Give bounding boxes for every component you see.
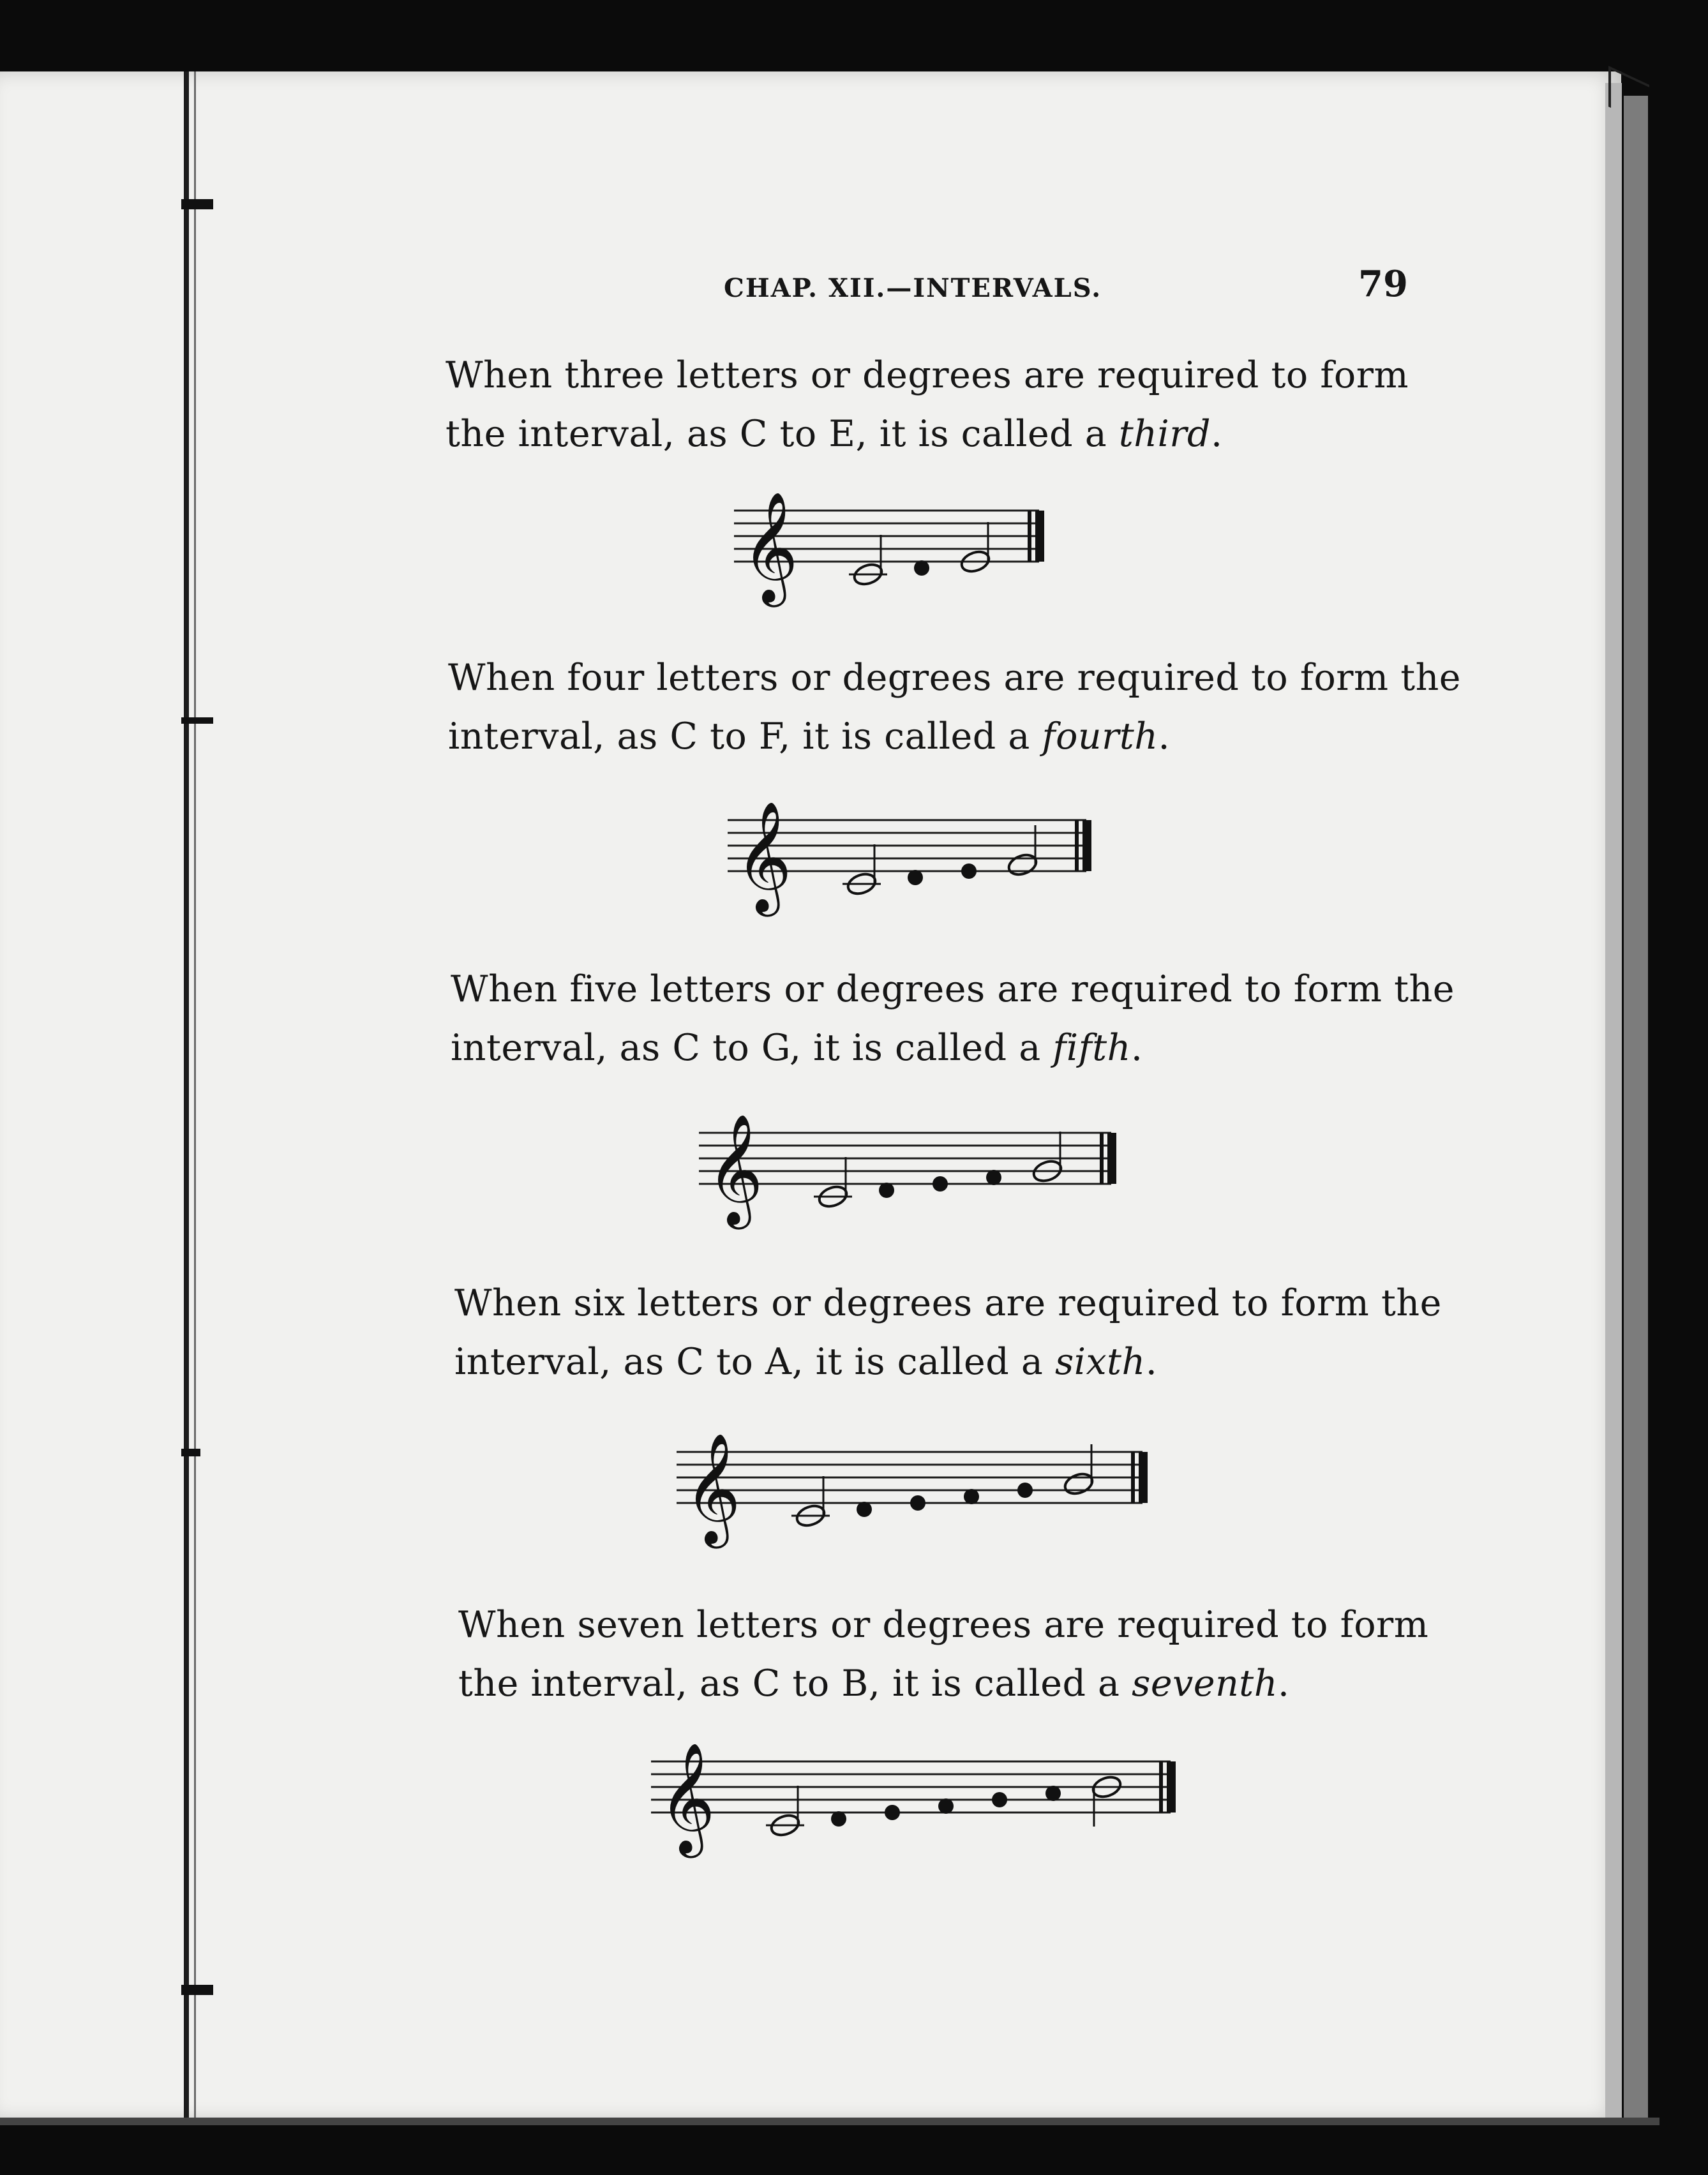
paragraph-line: When six letters or degrees are required to form the <box>454 1282 1442 1324</box>
binding-stitch-mark <box>181 717 213 724</box>
interval-paragraph-fifth <box>451 960 1455 1077</box>
paragraph-line: interval, as C to G, it is called a fifth. <box>451 1027 1143 1069</box>
barline-thick <box>1082 820 1091 871</box>
interval-paragraph-fourth <box>448 648 1461 766</box>
music-example-third <box>728 485 1065 625</box>
note-head <box>831 1811 846 1827</box>
paragraph-line: When seven letters or degrees are required to form <box>458 1604 1429 1646</box>
paragraph-line: interval, as C to A, it is called a sixth. <box>454 1341 1158 1383</box>
half-note-head <box>1063 1470 1095 1497</box>
note-head <box>933 1176 948 1192</box>
note-head <box>857 1502 872 1517</box>
interval-paragraph-sixth <box>454 1274 1442 1391</box>
note-head <box>1017 1483 1033 1498</box>
barline-thin <box>1159 1761 1163 1812</box>
music-example-fifth <box>693 1107 1137 1248</box>
binding-stitch-mark <box>181 199 213 209</box>
note-head <box>910 1495 925 1511</box>
page-bottom-edge <box>0 2118 1659 2125</box>
note-head <box>914 560 929 576</box>
staff-svg <box>728 485 1065 625</box>
staff-svg <box>645 1736 1196 1876</box>
binding-gutter <box>184 71 189 2120</box>
half-note-head <box>1007 851 1039 878</box>
music-example-sixth <box>670 1426 1168 1567</box>
note-head <box>992 1792 1007 1807</box>
barline-thin <box>1131 1452 1135 1503</box>
treble-clef-icon: 𝄞 <box>735 801 792 912</box>
note-head <box>964 1489 979 1504</box>
staff-svg <box>670 1426 1168 1567</box>
binding-stitch-mark <box>181 1985 213 1995</box>
paragraph-line: When three letters or degrees are required to form <box>446 354 1409 396</box>
page-number: 79 <box>1358 263 1408 305</box>
note-head <box>908 870 923 885</box>
staff-svg <box>721 795 1112 935</box>
note-head <box>879 1183 894 1198</box>
treble-clef-icon: 𝄞 <box>707 1114 763 1225</box>
binding-gutter-shadow <box>194 71 196 2120</box>
barline-thin <box>1028 511 1031 562</box>
paragraph-line: interval, as C to F, it is called a fourth. <box>448 715 1171 758</box>
note-head <box>1045 1786 1061 1801</box>
interval-term: seventh <box>1132 1663 1278 1705</box>
music-example-fourth <box>721 795 1112 935</box>
barline-thin <box>1100 1133 1104 1184</box>
barline-thick <box>1167 1761 1176 1812</box>
interval-term: third <box>1118 413 1211 455</box>
barline-thick <box>1139 1452 1148 1503</box>
staff-svg <box>693 1107 1137 1248</box>
paragraph-line: When four letters or degrees are required to form the <box>448 657 1462 699</box>
barline-thick <box>1107 1133 1116 1184</box>
page-edge <box>1605 83 1622 2119</box>
note-head <box>986 1170 1001 1185</box>
note-head <box>885 1805 900 1820</box>
music-example-seventh <box>645 1736 1196 1876</box>
note-head <box>938 1798 954 1814</box>
page-edge-shadow <box>1624 96 1648 2119</box>
interval-paragraph-third <box>446 346 1409 463</box>
running-header: CHAP. XII.—INTERVALS. <box>724 273 1102 303</box>
barline-thin <box>1075 820 1079 871</box>
interval-term: fifth <box>1053 1027 1131 1069</box>
barline-thick <box>1035 511 1044 562</box>
interval-paragraph-seventh <box>458 1596 1428 1713</box>
paragraph-line: the interval, as C to E, it is called a third. <box>446 413 1223 455</box>
binding-stitch-mark <box>181 1449 200 1456</box>
paragraph-line: When five letters or degrees are required to form the <box>451 968 1455 1010</box>
treble-clef-icon: 𝄞 <box>659 1742 715 1853</box>
interval-term: sixth <box>1054 1341 1146 1383</box>
interval-term: fourth <box>1042 715 1158 758</box>
treble-clef-icon: 𝄞 <box>742 491 798 602</box>
paragraph-line: the interval, as C to B, it is called a seventh. <box>458 1663 1290 1705</box>
note-head <box>961 863 977 879</box>
treble-clef-icon: 𝄞 <box>684 1433 741 1544</box>
